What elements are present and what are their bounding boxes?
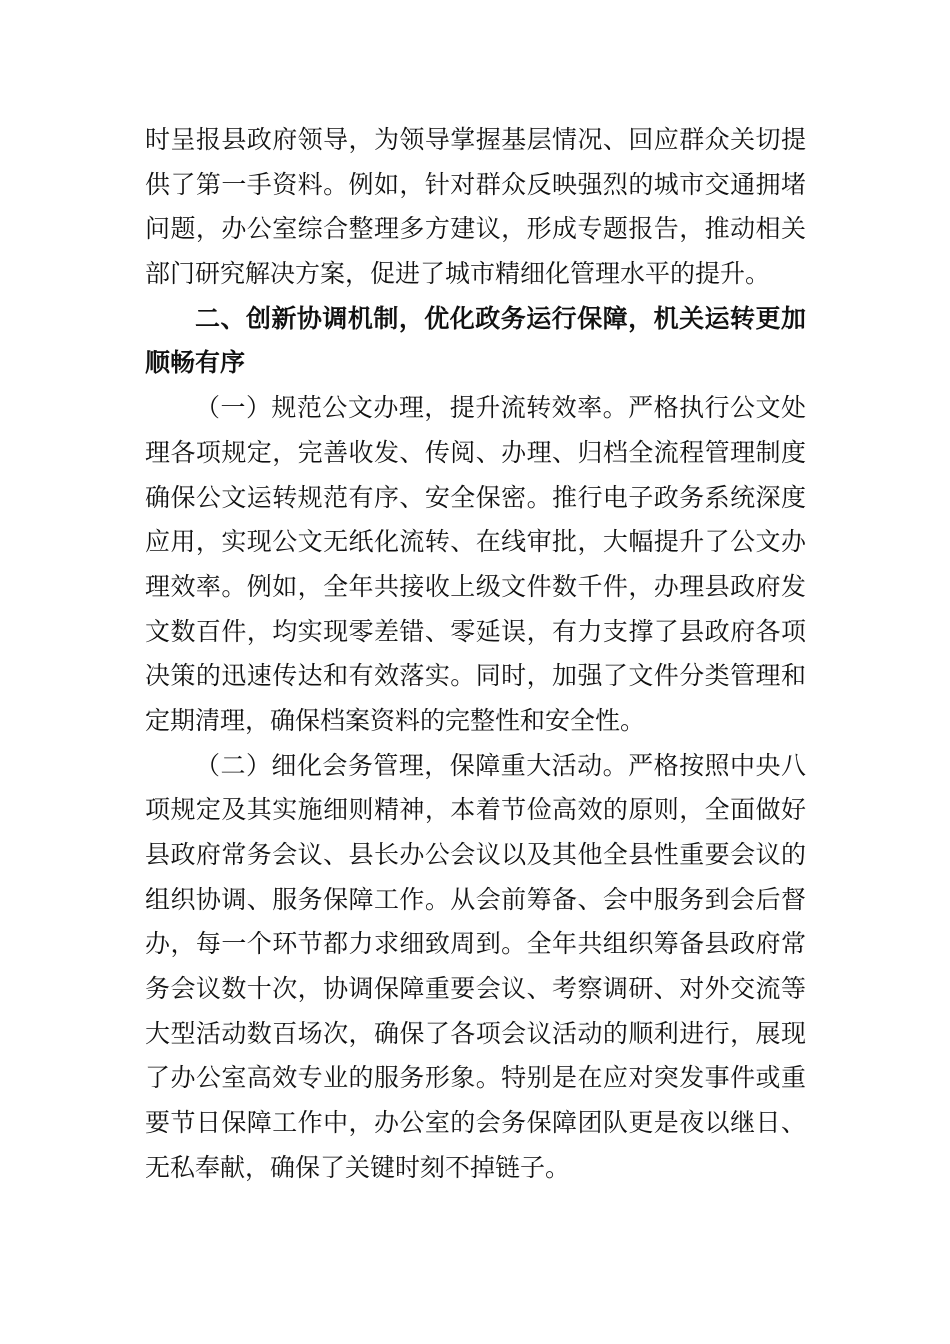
text-line: 决策的迅速传达和有效落实。同时，加强了文件分类管理和 <box>145 661 806 691</box>
text-line: 时呈报县政府领导，为领导掌握基层情况、回应群众关切提 <box>145 125 806 154</box>
text-line: 部门研究解决方案，促进了城市精细化管理水平的提升。 <box>145 259 771 289</box>
text-line: 问题，办公室综合整理多方建议，形成专题报告，推动相关 <box>145 214 806 244</box>
text-line: 文数百件，均实现零差错、零延误，有力支撑了县政府各项 <box>145 616 806 646</box>
text-line: 应用，实现公文无纸化流转、在线审批，大幅提升了公文办 <box>145 527 806 557</box>
document-page <box>145 118 806 1191</box>
paragraph-continuation <box>145 118 806 297</box>
paragraph-meeting-management <box>145 744 806 1191</box>
text-line: 要节日保障工作中，办公室的会务保障团队更是夜以继日、 <box>145 1108 806 1138</box>
text-line: 组织协调、服务保障工作。从会前筹备、会中服务到会后督 <box>145 884 806 914</box>
text-line: 供了第一手资料。例如，针对群众反映强烈的城市交通拥堵 <box>145 169 806 199</box>
text-line: 定期清理，确保档案资料的完整性和安全性。 <box>145 705 646 735</box>
text-line: （二）细化会务管理，保障重大活动。严格按照中央八 <box>195 750 806 780</box>
section-heading <box>145 297 806 386</box>
heading-line: 顺畅有序 <box>145 348 246 378</box>
text-line: 务会议数十次，协调保障重要会议、考察调研、对外交流等 <box>145 974 806 1004</box>
text-line: 项规定及其实施细则精神，本着节俭高效的原则，全面做好 <box>145 795 806 825</box>
text-line: 无私奉献，确保了关键时刻不掉链子。 <box>145 1152 571 1182</box>
paragraph-document-handling <box>145 386 806 744</box>
heading-line: 二、创新协调机制，优化政务运行保障，机关运转更加 <box>195 303 806 333</box>
text-line: 理效率。例如，全年共接收上级文件数千件，办理县政府发 <box>145 571 806 601</box>
text-line: 县政府常务会议、县长办公会议以及其他全县性重要会议的 <box>145 840 806 869</box>
text-line: （一）规范公文办理，提升流转效率。严格执行公文处 <box>195 393 806 423</box>
text-line: 确保公文运转规范有序、安全保密。推行电子政务系统深度 <box>145 482 806 512</box>
text-line: 了办公室高效专业的服务形象。特别是在应对突发事件或重 <box>145 1063 806 1093</box>
text-line: 大型活动数百场次，确保了各项会议活动的顺利进行，展现 <box>145 1018 806 1048</box>
text-line: 理各项规定，完善收发、传阅、办理、归档全流程管理制度 <box>145 437 806 467</box>
text-line: 办，每一个环节都力求细致周到。全年共组织筹备县政府常 <box>145 929 806 959</box>
